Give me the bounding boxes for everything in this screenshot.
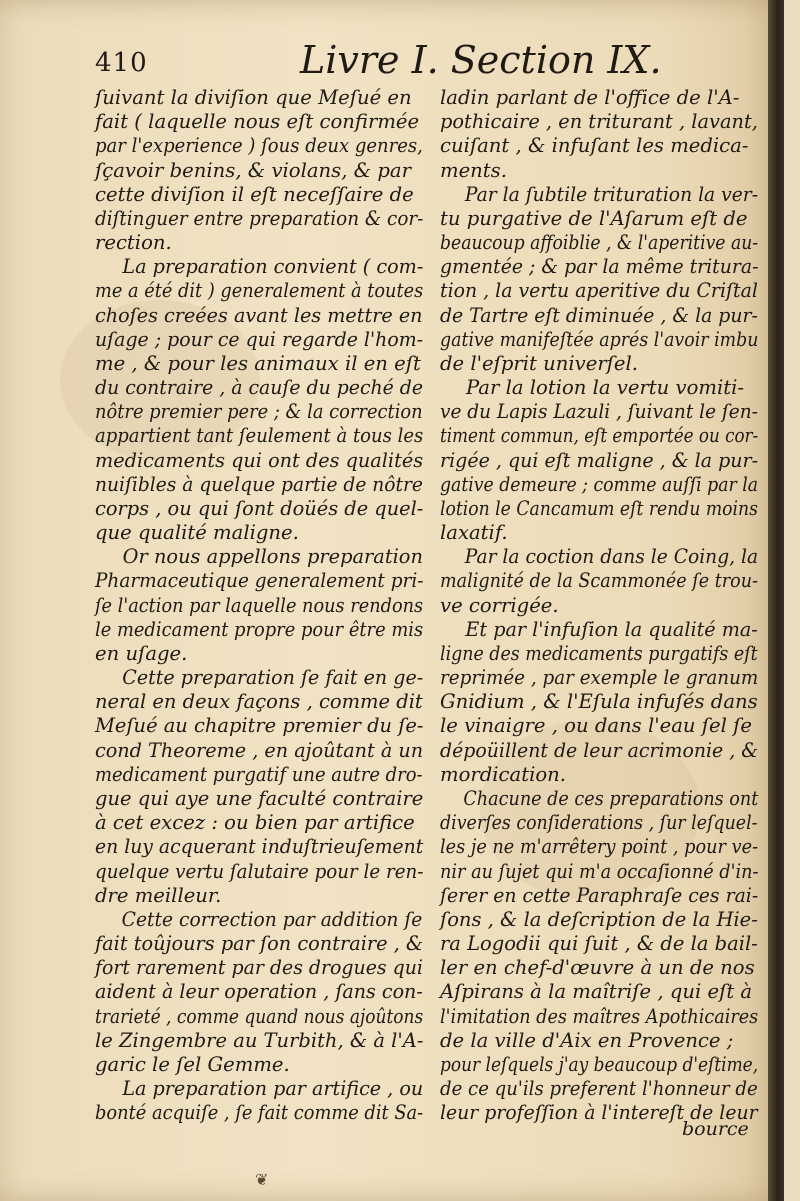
text-line: Or nous appellons preparation	[122, 545, 423, 569]
text-line: ſe l'action par laquelle nous rendons	[95, 593, 424, 617]
right-text-column	[440, 86, 758, 1125]
text-line: lotion le Cancamum eſt rendu moins	[440, 496, 758, 520]
text-line: ſuivant la diviſion que Meſué en	[95, 86, 412, 109]
text-line: rigée , qui eſt maligne , & la pur-	[440, 448, 759, 472]
text-line: gue qui aye une faculté contraire	[95, 786, 424, 810]
text-line: de la ville d'Aix en Provence ;	[440, 1028, 734, 1052]
text-line: Par la coction dans le Coing, la	[464, 545, 759, 569]
text-line: ve corrigée.	[440, 593, 559, 617]
text-line: ra Logodii qui ſuit , & de la bail-	[440, 932, 758, 956]
text-line: mordication.	[440, 762, 566, 786]
text-line: neral en deux façons , comme dit	[95, 690, 423, 714]
text-line: reprimée , par exemple le granum	[440, 666, 759, 690]
running-title: Livre I. Section IX.	[300, 38, 662, 82]
text-line: appartient tant ſeulement à tous les	[95, 424, 424, 448]
text-line: Gnidium , & l'Eſula infuſés dans	[440, 690, 758, 714]
text-line: fort rarement par des drogues qui	[95, 956, 423, 980]
text-line: diſtinguer entre preparation & cor-	[95, 206, 424, 230]
text-line: gmentée ; & par la même tritura-	[440, 255, 759, 279]
text-line: timent commun, eſt emportée ou cor-	[440, 424, 759, 448]
text-line: ladin parlant de l'office de l'A-	[440, 86, 740, 109]
text-line: du contraire , à cauſe du peché de	[95, 376, 424, 400]
text-line: le medicament propre pour être mis	[95, 617, 424, 641]
text-line: Pharmaceutique generalement pri-	[95, 569, 424, 593]
text-line: nôtre premier pere ; & la correction	[95, 400, 423, 424]
text-line: dépoüillent de leur acrimonie , &	[440, 738, 759, 762]
text-line: le Zingembre au Turbith, & à l'A-	[95, 1028, 424, 1052]
book-spine-edge	[768, 0, 784, 1201]
text-line: fait ( laquelle nous eſt confirmée	[95, 110, 420, 134]
text-line: que qualité maligne.	[95, 521, 299, 545]
text-line: uſage ; pour ce qui regarde l'hom-	[95, 327, 424, 351]
text-line: aident à leur operation , ſans con-	[95, 980, 423, 1004]
text-line: tion , la vertu aperitive du Criſtal	[440, 279, 758, 303]
text-line: Par la lotion la vertu vomiti-	[466, 376, 745, 400]
text-line: Cette preparation ſe fait en ge-	[122, 666, 424, 690]
text-line: fait toûjours par ſon contraire , &	[95, 932, 424, 956]
text-line: malignité de la Scammonée ſe trou-	[440, 569, 758, 593]
text-line: cette diviſion il eſt neceſſaire de	[95, 182, 414, 206]
text-line: Aſpirans à la maîtriſe , qui eſt à	[440, 980, 753, 1004]
text-line: gative demeure ; comme auſſi par la	[440, 472, 759, 496]
text-line: medicament purgatif une autre dro-	[95, 762, 423, 786]
text-line: quelque vertu ſalutaire pour le ren-	[95, 859, 424, 883]
text-line: à cet excez : ou bien par artifice	[95, 811, 415, 835]
text-line: pour leſquels j'ay beaucoup d'eſtime,	[440, 1052, 759, 1076]
text-line: l'imitation des maîtres Apothicaires	[440, 1004, 759, 1028]
text-line: Meſué au chapitre premier du ſe-	[95, 714, 424, 738]
printer-ornament: ❦	[255, 1170, 269, 1189]
text-line: Cette correction par addition ſe	[121, 907, 423, 931]
text-line: leur profeſſion à l'intereſt de leur	[440, 1101, 758, 1125]
left-text-column	[95, 86, 423, 1125]
text-line: Et par l'infuſion la qualité ma-	[465, 617, 758, 641]
text-line: le vinaigre , ou dans l'eau ſel ſe	[440, 714, 752, 738]
text-line: nir au ſujet qui m'a occaſionné d'in-	[440, 859, 759, 883]
text-line: cond Theoreme , en ajoûtant à un	[95, 738, 424, 762]
text-line: beaucoup affoiblie , & l'aperitive au-	[440, 231, 759, 255]
text-line: cuiſant , & infuſant les medica-	[440, 134, 749, 158]
text-line: ments.	[440, 158, 507, 182]
text-line: La preparation convient ( com-	[122, 255, 424, 279]
text-line: Par la ſubtile trituration la ver-	[464, 182, 759, 206]
text-line: bonté acquiſe , ſe fait comme dit Sa-	[95, 1101, 424, 1125]
text-line: me a été dit ) generalement à toutes	[95, 279, 424, 303]
text-line: garic le ſel Gemme.	[95, 1052, 290, 1076]
text-line: Chacune de ces preparations ont	[463, 786, 759, 810]
text-line: en uſage.	[95, 641, 188, 665]
text-line: pothicaire , en triturant , lavant,	[440, 110, 758, 134]
text-line: ler en chef-d'œuvre à un de nos	[440, 956, 755, 980]
text-line: gative manifeſtée aprés l'avoir imbu	[440, 327, 759, 351]
text-line: de l'eſprit univerſel.	[440, 351, 639, 375]
text-line: La preparation par artifice , ou	[122, 1077, 424, 1101]
text-line: medicaments qui ont des qualités	[95, 448, 424, 472]
text-line: tu purgative de l'Aſarum eſt de	[440, 206, 748, 230]
page-number: 410	[95, 48, 148, 78]
text-line: ligne des medicaments purgatifs eſt	[440, 641, 758, 665]
text-line: diverſes conſiderations , ſur leſquel-	[440, 811, 758, 835]
text-line: en luy acquerant induſtrieuſement	[95, 835, 424, 859]
page-header	[95, 38, 735, 88]
text-line: ſerer en cette Paraphraſe ces rai-	[440, 883, 759, 907]
text-line: ſons , & la deſcription de la Hie-	[440, 907, 758, 931]
text-line: corps , ou qui ſont doüés de quel-	[95, 496, 424, 520]
text-line: trarieté , comme quand nous ajoûtons	[95, 1004, 424, 1028]
catchword: bource	[682, 1118, 749, 1140]
text-line: ſçavoir benins, & violans, & par	[95, 158, 411, 182]
text-line: les je ne m'arrêtery point , pour ve-	[440, 835, 759, 859]
text-line: nuiſibles à quelque partie de nôtre	[95, 472, 423, 496]
text-line: rection.	[95, 231, 172, 255]
text-line: choſes creées avant les mettre en	[95, 303, 423, 327]
text-line: de Tartre eſt diminuée , & la pur-	[440, 303, 758, 327]
text-line: par l'experience ) ſous deux genres,	[95, 134, 423, 158]
text-line: ve du Lapis Lazuli , ſuivant le ſen-	[440, 400, 758, 424]
text-line: de ce qu'ils preferent l'honneur de	[440, 1077, 758, 1101]
text-line: dre meilleur.	[95, 883, 222, 907]
text-line: laxatif.	[440, 521, 508, 545]
text-line: me , & pour les animaux il en eſt	[95, 351, 421, 375]
